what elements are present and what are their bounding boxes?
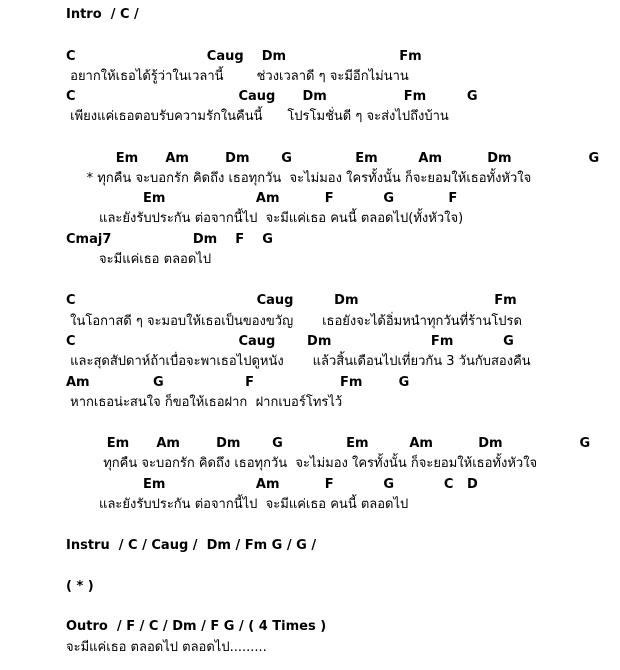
lyric-line: หากเธอน่ะสนใจ ก็ขอให้เธอฝาก ฝากเบอร์โทรไว้ [66,395,343,410]
lyric-line: ทุกคืน จะบอกรัก คิดถึง เธอทุกวัน จะไม่มอง ใครทั้งนั้น ก็จะยอมให้เธอทั้งหัวใจ [66,456,538,471]
chord-line: C Caug Dm Fm [66,49,422,64]
chord-line: Em Am Dm G Em Am Dm G [66,436,591,451]
chord-line: C Caug Dm Fm [66,293,517,308]
lyric-line: และยังรับประกัน ต่อจากนี้ไป จะมีแค่เธอ คนนี้ ตลอดไป [66,497,409,512]
repeat-marker: ( * ) [66,579,94,594]
lyric-line: ในโอกาสดี ๆ จะมอบให้เธอเป็นของขวัญ เธอยังจะได้อิ่มหนำทุกวันที่ร้านโปรด [66,314,522,329]
intro-line: Intro / C / [66,7,139,22]
lyric-line: * ทุกคืน จะบอกรัก คิดถึง เธอทุกวัน จะไม่มอง ใครทั้งนั้น ก็จะยอมให้เธอทั้งหัวใจ [66,171,532,186]
lyric-line: เพียงแค่เธอตอบรับความรักในคืนนี้ โปรโมชั่นดี ๆ จะส่งไปถึงบ้าน [66,109,449,124]
outro-line: Outro / F / C / Dm / F G / ( 4 Times ) [66,619,327,634]
chord-line: Am G F Fm G [66,375,410,390]
chord-line: Em Am Dm G Em Am Dm G [66,151,600,166]
chord-line: Cmaj7 Dm F G [66,232,273,247]
lyric-line: จะมีแค่เธอ ตลอดไป [66,252,212,267]
lyric-line: อยากให้เธอได้รู้ว่าในเวลานี้ ช่วงเวลาดี ๆ จะมีอีกไม่นาน [66,69,409,84]
lyric-line: และสุดสัปดาห์ถ้าเบื่อจะพาเธอไปดูหนัง แล้วสิ้นเดือนไปเที่ยวกัน 3 วันกับสองคืน [66,354,531,369]
lyric-line: และยังรับประกัน ต่อจากนี้ไป จะมีแค่เธอ คนนี้ ตลอดไป(ทั้งหัวใจ) [66,211,464,226]
chord-line: C Caug Dm Fm G [66,334,514,349]
outro-lyric: จะมีแค่เธอ ตลอดไป ตลอดไป......... [66,640,267,655]
chord-line: Em Am F G F [66,191,458,206]
instru-line: Instru / C / Caug / Dm / Fm G / G / [66,538,317,553]
chord-line: Em Am F G C D [66,477,478,492]
chord-line: C Caug Dm Fm G [66,89,478,104]
